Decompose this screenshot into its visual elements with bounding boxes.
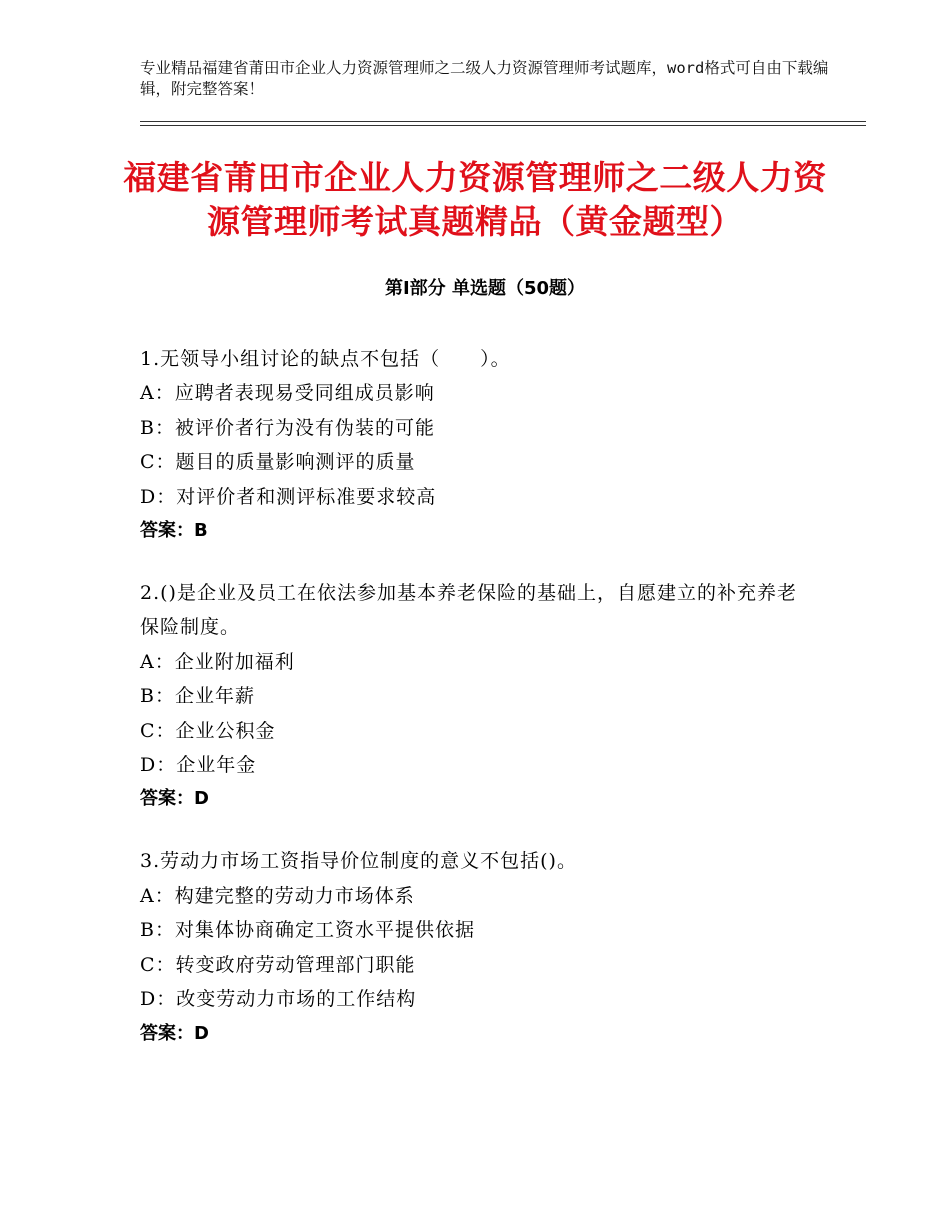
question-1 bbox=[140, 342, 800, 548]
option-c: C：企业公积金 bbox=[140, 719, 276, 742]
answer-value: B bbox=[194, 520, 208, 542]
answer-label: 答案： bbox=[140, 788, 194, 810]
header-rule-bottom bbox=[140, 125, 866, 126]
option-d: D：对评价者和测评标准要求较高 bbox=[140, 485, 437, 508]
answer-line bbox=[140, 1017, 800, 1051]
document-title: 福建省莆田市企业人力资源管理师之二级人力资源管理师考试真题精品（黄金题型） bbox=[123, 158, 827, 241]
question-list bbox=[140, 342, 800, 1079]
header-rule-top bbox=[140, 121, 866, 122]
option-d: D：改变劳动力市场的工作结构 bbox=[140, 988, 417, 1011]
answer-label: 答案： bbox=[140, 520, 194, 542]
option-b: B：企业年薪 bbox=[140, 685, 255, 708]
answer-line bbox=[140, 782, 800, 816]
question-stem: 2.()是企业及员工在依法参加基本养老保险的基础上，自愿建立的补充养老保险制度。 bbox=[140, 582, 797, 639]
option-c: C：转变政府劳动管理部门职能 bbox=[140, 953, 416, 976]
option-a: A：应聘者表现易受同组成员影响 bbox=[140, 382, 435, 405]
answer-label: 答案： bbox=[140, 1022, 194, 1044]
answer-line bbox=[140, 514, 800, 548]
option-c: C：题目的质量影响测评的质量 bbox=[140, 451, 416, 474]
answer-value: D bbox=[194, 788, 209, 810]
section-heading: 第Ⅰ部分 单选题（50题） bbox=[384, 278, 585, 299]
option-b: B：对集体协商确定工资水平提供依据 bbox=[140, 919, 475, 942]
header-note: 专业精品福建省莆田市企业人力资源管理师之二级人力资源管理师考试题库，word格式可自由下载编辑，附完整答案！ bbox=[140, 59, 829, 98]
option-b: B：被评价者行为没有伪装的可能 bbox=[140, 416, 435, 439]
question-stem: 1.无领导小组讨论的缺点不包括（ ）。 bbox=[140, 348, 511, 370]
option-a: A：构建完整的劳动力市场体系 bbox=[140, 884, 415, 907]
option-a: A：企业附加福利 bbox=[140, 650, 295, 673]
question-3 bbox=[140, 844, 800, 1050]
answer-value: D bbox=[194, 1022, 209, 1044]
question-stem: 3.劳动力市场工资指导价位制度的意义不包括()。 bbox=[140, 850, 577, 873]
question-2 bbox=[140, 576, 800, 816]
option-d: D：企业年金 bbox=[140, 754, 257, 777]
